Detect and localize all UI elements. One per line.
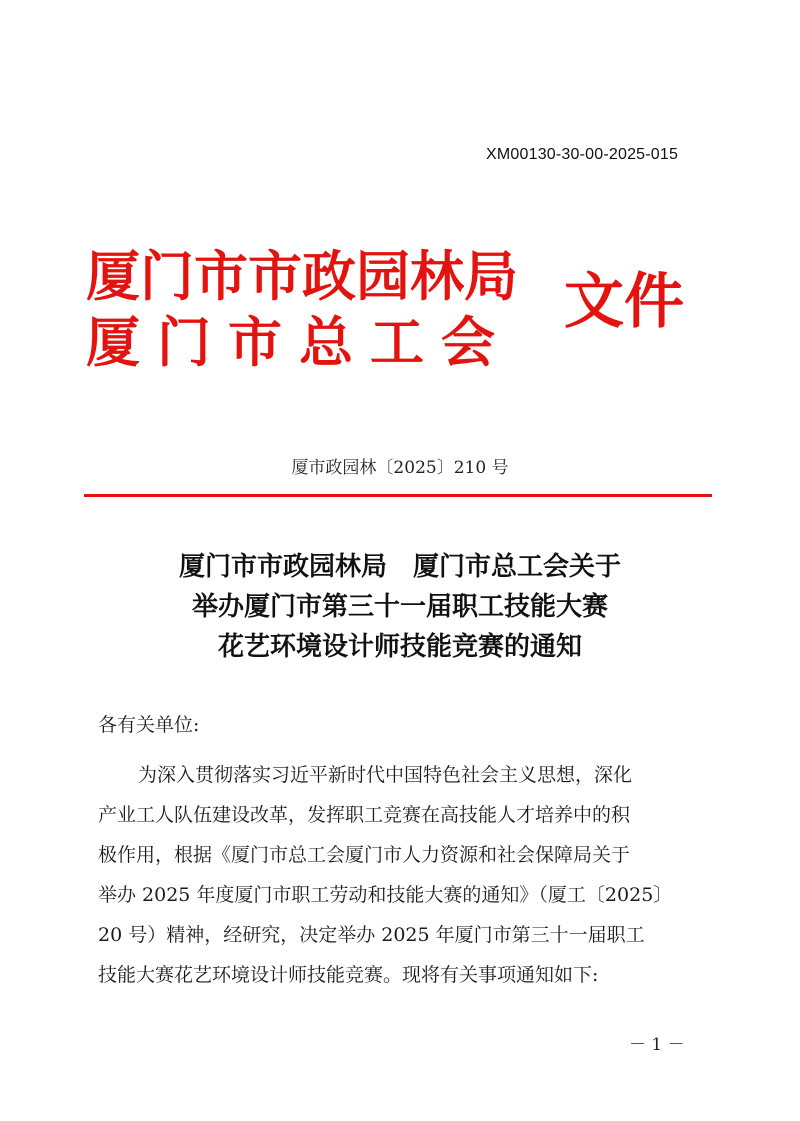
body-paragraph xyxy=(98,755,698,995)
red-separator-line xyxy=(84,494,712,497)
title-line-1: 厦门市市政园林局 厦门市总工会关于 xyxy=(178,552,621,582)
document-code: XM00130-30-00-2025-015 xyxy=(486,146,679,163)
body-line: 20 号）精神，经研究，决定举办 2025 年厦门市第三十一届职工 xyxy=(98,924,645,946)
masthead-org-1: 厦门市市政园林局 xyxy=(86,245,518,308)
document-number: 厦市政园林〔2025〕210 号 xyxy=(291,458,509,478)
body-line: 举办 2025 年度厦门市职工劳动和技能大赛的通知》（厦工〔2025〕 xyxy=(98,884,673,906)
masthead-document-word: 文件 xyxy=(564,267,684,337)
document-title xyxy=(0,547,800,667)
masthead-org-2: 厦门市总工会 xyxy=(86,311,512,374)
salutation: 各有关单位: xyxy=(98,714,200,736)
body-line: 产业工人队伍建设改革，发挥职工竞赛在高技能人才培养中的积 xyxy=(98,804,631,826)
body-line: 技能大赛花艺环境设计师技能竞赛。现将有关事项通知如下: xyxy=(98,964,599,986)
body-line: 极作用，根据《厦门市总工会厦门市人力资源和社会保障局关于 xyxy=(98,844,631,866)
page-number: － 1 － xyxy=(629,1035,685,1055)
title-line-3: 花艺环境设计师技能竞赛的通知 xyxy=(217,632,582,662)
body-line: 为深入贯彻落实习近平新时代中国特色社会主义思想，深化 xyxy=(138,764,633,786)
title-line-2: 举办厦门市第三十一届职工技能大赛 xyxy=(191,592,608,622)
